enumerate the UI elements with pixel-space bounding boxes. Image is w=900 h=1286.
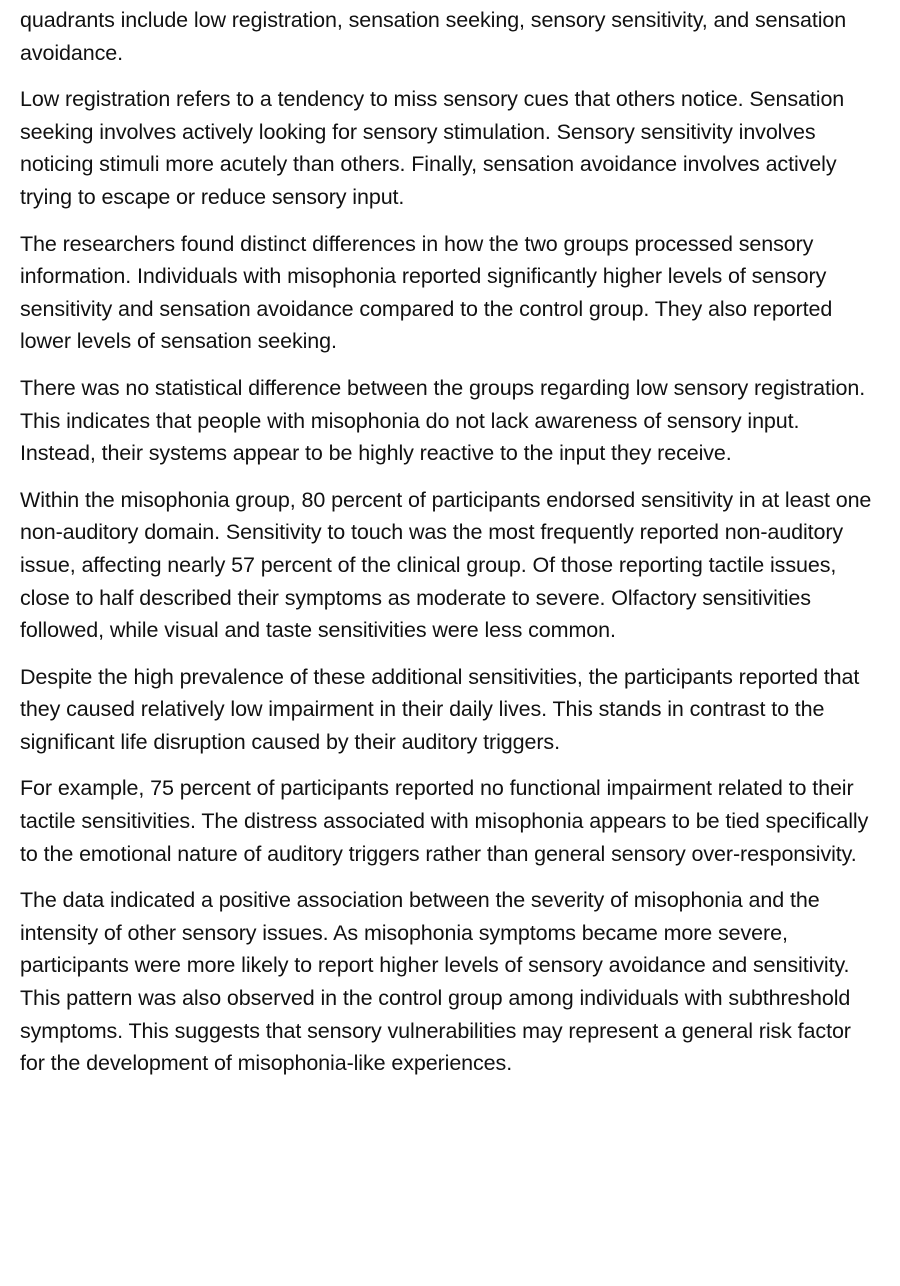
paragraph: The researchers found distinct differences in how the two groups processed sensory information. Individuals with misophonia reported significantly higher levels of sensory sensitivity and sensation avoidance compared to the control group. They also reported lower levels of sensation seeking. [20, 231, 833, 354]
paragraph: quadrants include low registration, sensation seeking, sensory sensitivity, and sensation avoidance. [20, 8, 847, 65]
paragraph: There was no statistical difference between the groups regarding low sensory registration. This indicates that people with misophonia do not lack awareness of sensory input. Instead, their systems appear to be highly reactive to the input they receive. [20, 375, 866, 466]
paragraph: The data indicated a positive association between the severity of misophonia and the intensity of other sensory issues. As misophonia symptoms became more severe, participants were more likely to report higher levels of sensory avoidance and sensitivity. This pattern was also observed in the control group among individuals with subthreshold symptoms. This suggests that sensory vulnerabilities may represent a general risk factor for the development of misophonia-like experiences. [20, 888, 851, 1076]
article-body [20, 4, 880, 1094]
paragraph: Low registration refers to a tendency to miss sensory cues that others notice. Sensation seeking involves actively looking for sensory stimulation. Sensory sensitivity involves noticing stimuli more acutely than others. Finally, sensation avoidance involves actively trying to escape or reduce sensory input. [20, 87, 845, 209]
paragraph: Despite the high prevalence of these additional sensitivities, the participants reported that they caused relatively low impairment in their daily lives. This stands in contrast to the significant life disruption caused by their auditory triggers. [20, 664, 860, 754]
paragraph: For example, 75 percent of participants reported no functional impairment related to their tactile sensitivities. The distress associated with misophonia appears to be tied specifically to the emotional nature of auditory triggers rather than general sensory over-responsivity. [20, 776, 869, 866]
paragraph: Within the misophonia group, 80 percent of participants endorsed sensitivity in at least one non-auditory domain. Sensitivity to touch was the most frequently reported non-auditory issue, affecting nearly 57 percent of the clinical group. Of those reporting tactile issues, close to half described their symptoms as moderate to severe. Olfactory sensitivities followed, while visual and taste sensitivities were less common. [20, 487, 872, 643]
